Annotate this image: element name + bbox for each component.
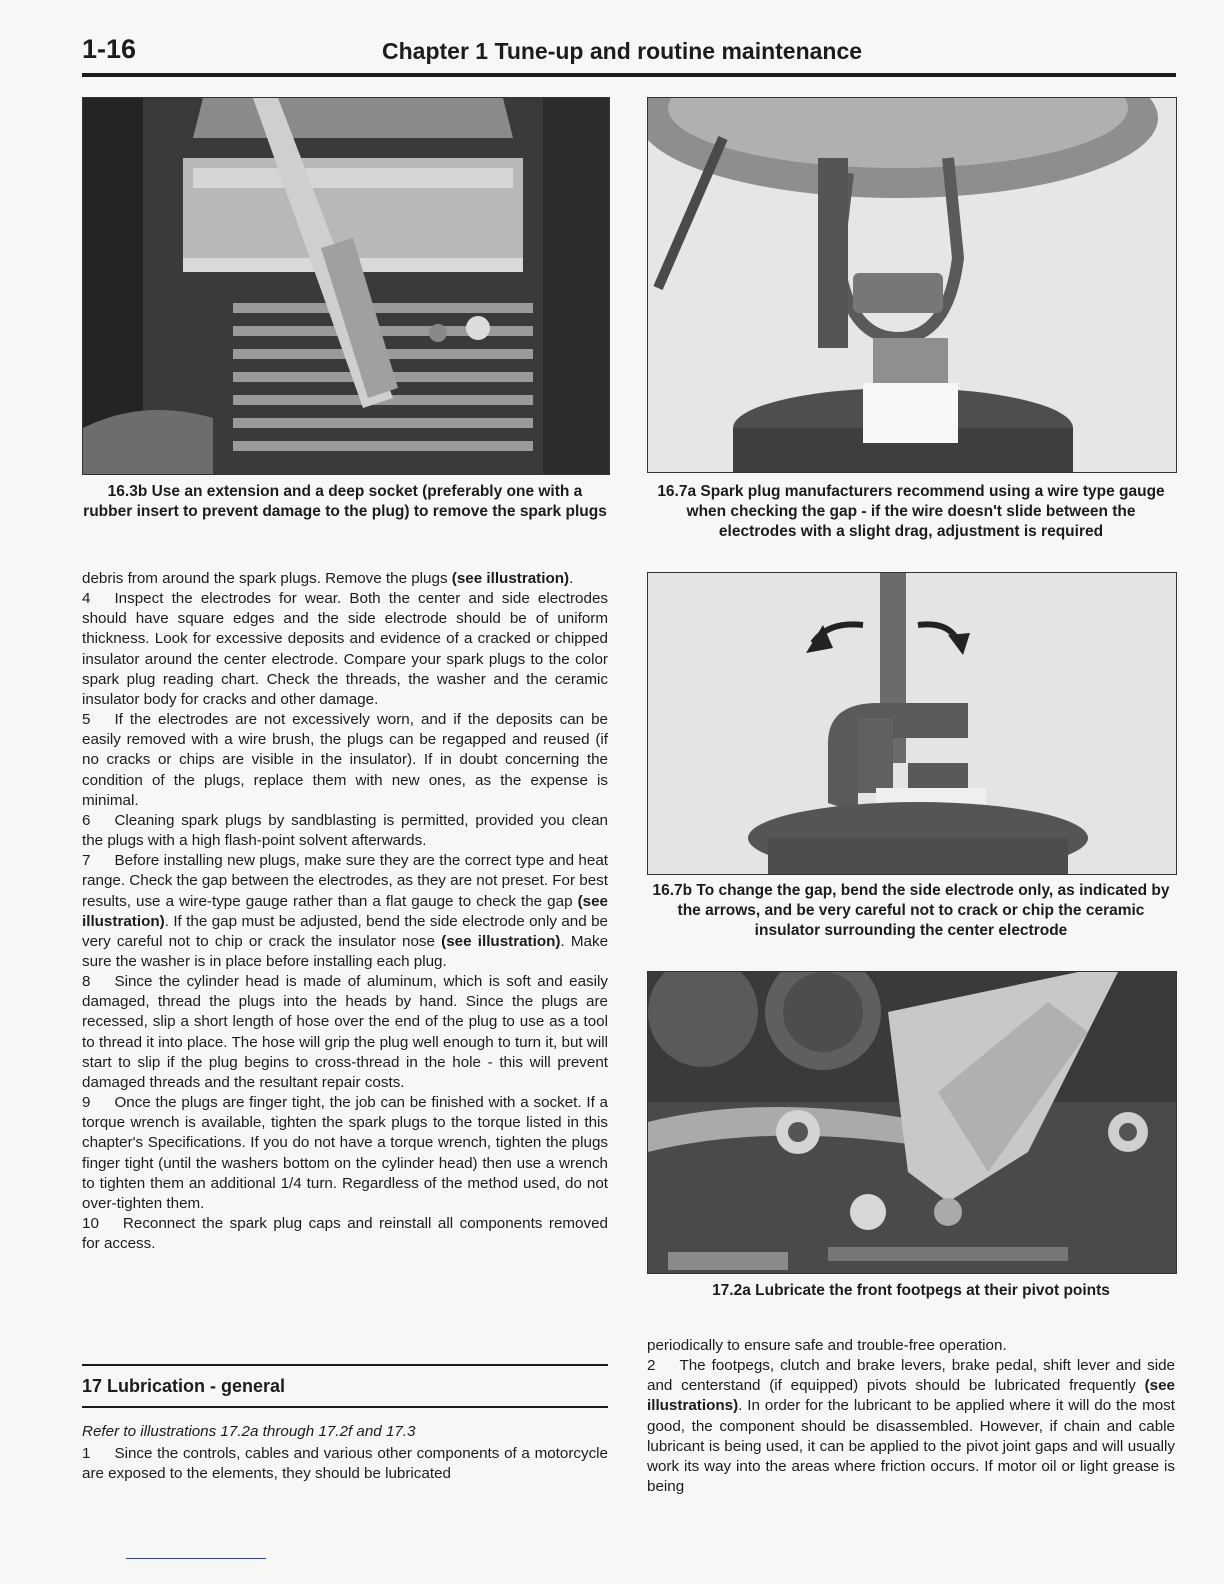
figure-16-7a-caption: 16.7a Spark plug manufacturers recommend using a wire type gauge when checking the gap - if the wire doesn't slide between the electrodes with a slight drag, adjustment is required (657, 483, 1165, 540)
left-column-text (82, 569, 608, 1254)
electrode-bend-photo-icon (648, 573, 1176, 874)
paragraph-6: 6 Cleaning spark plugs by sandblasting is permitted, provided you clean the plugs with a high flash-point solvent afterwards. (82, 811, 608, 850)
paragraph-9: 9 Once the plugs are finger tight, the job can be finished with a socket. If a torque wrench is available, tighten the spark plugs to the torque listed in this chapter's Specifications. If you do not have a torque wrench, tighten the plugs finger tight (until the washers bottom on the cylinder head) then use a wrench to tighten them an additional 1/4 turn. Regardless of the method used, do not over-tighten them. (82, 1094, 608, 1212)
paragraph-4: 4 Inspect the electrodes for wear. Both the center and side electrodes should have square edges and the side electrode should be of uniform thickness. Look for excessive deposits and evidence of a cracked or chipped insulator around the center electrode. Compare your spark plugs to the color spark plug reading chart. Check the threads, the washer and the ceramic insulator body for cracks and other damage. (82, 590, 608, 708)
section-17-title: 17 Lubrication - general (82, 1376, 286, 1396)
chapter-title: Chapter 1 Tune-up and routine maintenance (382, 38, 863, 64)
section-17-refer: Refer to illustrations 17.2a through 17.2f and 17.3 (82, 1423, 416, 1440)
paragraph-8: 8 Since the cylinder head is made of aluminum, which is soft and easily damaged, thread the plugs into the heads by hand. Since the plugs are recessed, slip a short length of hose over the end of the plug to use as a tool to thread it into place. The hose will grip the plug well enough to turn it, but will start to slip if the plug begins to cross-thread in the hole - this will prevent damaged threads and the resultant repair costs. (82, 973, 608, 1091)
figure-16-7a-photo (647, 97, 1177, 473)
figure-16-7b-caption: 16.7b To change the gap, bend the side electrode only, as indicated by the arrows, and be very careful not to crack or chip the ceramic insulator surrounding the center electrode (652, 882, 1170, 939)
spark-plug-gauge-photo-icon (648, 98, 1176, 472)
figure-16-7b-photo (647, 572, 1177, 875)
footpeg-photo-icon (648, 972, 1176, 1273)
paragraph-intro: debris from around the spark plugs. Remove the plugs (see illustration). (82, 570, 574, 587)
paragraph-17-1: 1 Since the controls, cables and various other components of a motorcycle are exposed to the elements, they should be lubricated (82, 1445, 608, 1483)
figure-17-2a-caption: 17.2a Lubricate the front footpegs at their pivot points (712, 1282, 1110, 1299)
figure-16-3b-caption: 16.3b Use an extension and a deep socket (preferably one with a rubber insert to prevent damage to the plug) to remove the spark plugs (83, 483, 607, 520)
section-rule-top (82, 1364, 608, 1366)
paragraph-17-2: 2 The footpegs, clutch and brake levers, brake pedal, shift lever and side and centerstand (if equipped) pivots should be lubricated frequently (see illustrations). In order for the lubricant to be applied where it will do the most good, the component should be disassembled. However, if chain and cable lubricant is being used, it can be applied to the pivot joint gaps and will usually work its way into the areas where friction occurs. If motor oil or light grease is being (647, 1357, 1175, 1496)
engine-photo-icon (83, 98, 609, 474)
paragraph-7: 7 Before installing new plugs, make sure they are the correct type and heat range. Check the gap between the electrodes, as they are not preset. For best results, use a wire-type gauge rather than a flat gauge to check the gap (see illustration). If the gap must be adjusted, bend the side electrode only and be very careful not to chip or crack the insulator nose (see illustration). Make sure the washer is in place before installing each plug. (82, 852, 609, 970)
section-rule-bottom (82, 1406, 608, 1408)
paragraph-5: 5 If the electrodes are not excessively worn, and if the deposits can be easily removed with a wire brush, the plugs can be regapped and reused (if no cracks or chips are visible in the insulator). If in doubt concerning the condition of the plugs, replace them with new ones, as the expense is minimal. (82, 711, 608, 809)
right-column-text (647, 1336, 1175, 1497)
footer-link-line (126, 1558, 266, 1559)
paragraph-continued: periodically to ensure safe and trouble-free operation. (647, 1337, 1007, 1354)
paragraph-10: 10 Reconnect the spark plug caps and reinstall all components removed for access. (82, 1215, 608, 1253)
section-17-text (82, 1444, 608, 1484)
figure-16-3b-photo (82, 97, 610, 475)
figure-17-2a-photo (647, 971, 1177, 1274)
header-rule (82, 73, 1176, 77)
page-number: 1-16 (82, 34, 137, 64)
